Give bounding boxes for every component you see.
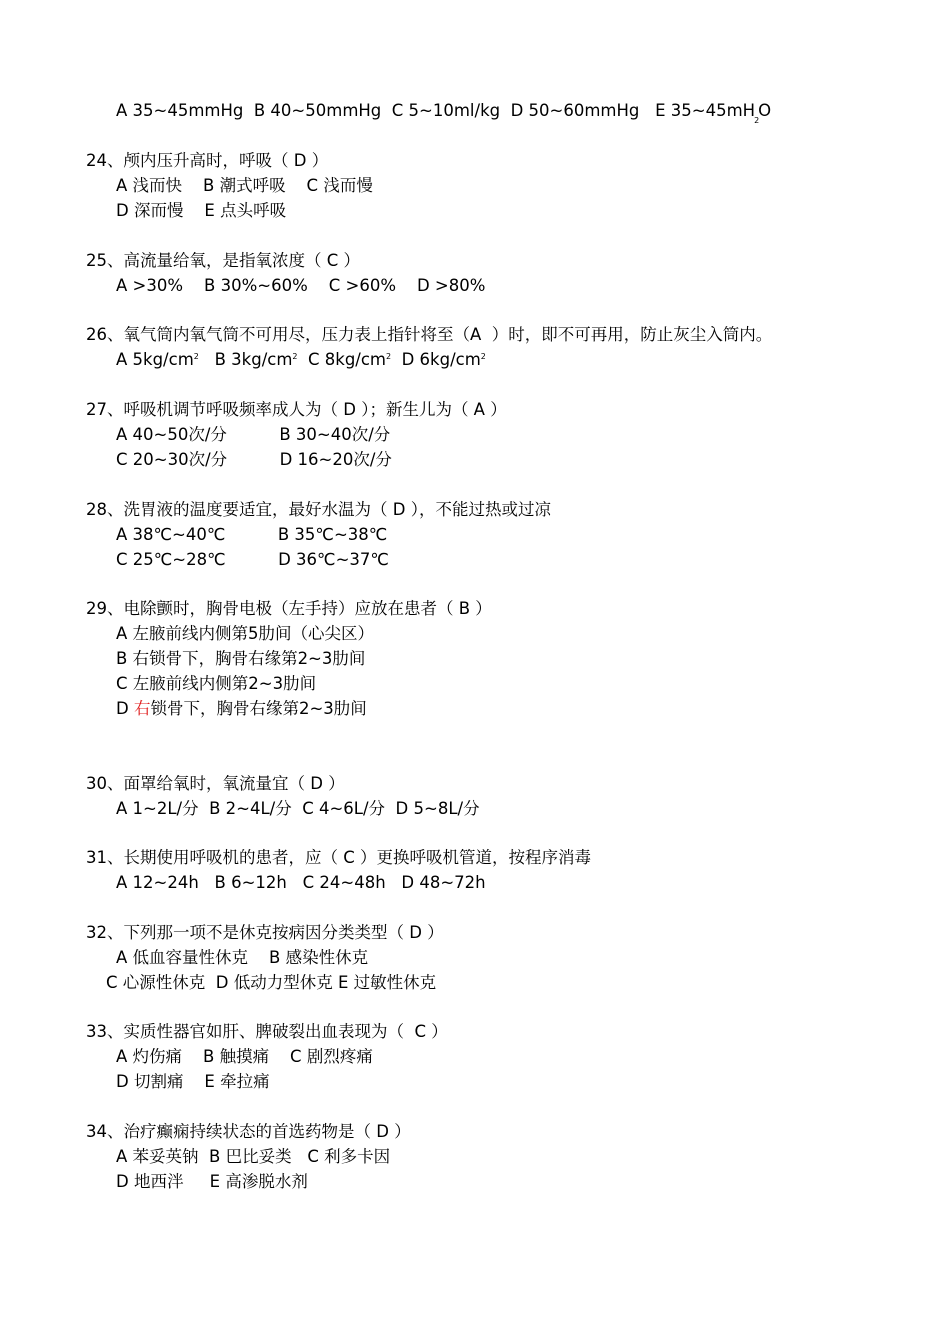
q33-question: 33、实质性器官如肝、脾破裂出血表现为（ C ）: [86, 1022, 448, 1041]
q23-options-tail: O: [758, 101, 772, 120]
q29-options-line3: C 左腋前线内侧第2~3肋间: [116, 674, 317, 693]
q26-option-c-sup: 2: [386, 352, 392, 361]
q26-option-d-sup: 2: [480, 352, 486, 361]
q28-question: 28、洗胃液的温度要适宜，最好水温为（ D ），不能过热或过凉: [86, 500, 551, 519]
q24-options-line2: D 深而慢 E 点头呼吸: [116, 201, 287, 220]
q27-question: 27、呼吸机调节呼吸频率成人为（ D ）；新生儿为（ A ）: [86, 400, 507, 419]
q29-option-d-highlight: 右: [133, 699, 151, 718]
q34-question: 34、治疗癫痫持续状态的首选药物是（ D ）: [86, 1122, 411, 1141]
q26-option-a: A 5kg/cm: [116, 350, 194, 369]
q29-options-line2: B 右锁骨下，胸骨右缘第2~3肋间: [116, 649, 366, 668]
q26-option-d: D 6kg/cm: [401, 350, 481, 369]
q30-options-line1: A 1~2L/分 B 2~4L/分 C 4~6L/分 D 5~8L/分: [116, 799, 480, 818]
q25-options-line1: A >30% B 30%~60% C >60% D >80%: [116, 276, 486, 295]
q28-options-line1: A 38℃~40℃ B 35℃~38℃: [116, 525, 388, 544]
q24-options-line1: A 浅而快 B 潮式呼吸 C 浅而慢: [116, 176, 373, 195]
q24-question: 24、颅内压升高时，呼吸（ D ）: [86, 151, 329, 170]
q28-options-line2: C 25℃~28℃ D 36℃~37℃: [116, 550, 389, 569]
q29-question: 29、电除颤时，胸骨电极（左手持）应放在患者（ B ）: [86, 599, 492, 618]
q32-options-line2: C 心源性休克 D 低动力型休克 E 过敏性休克: [106, 973, 437, 992]
q26-question: 26、氧气筒内氧气筒不可用尽，压力表上指针将至（A ）时，即不可再用，防止灰尘入筒内。: [86, 325, 773, 344]
q29-options-line4: [116, 699, 367, 719]
q26-option-a-sup: 2: [193, 352, 199, 361]
q31-options-line1: A 12~24h B 6~12h C 24~48h D 48~72h: [116, 873, 486, 892]
q23-options: [116, 101, 772, 125]
q32-question: 32、下列那一项不是休克按病因分类类型（ D ）: [86, 923, 444, 942]
q30-question: 30、面罩给氧时，氧流量宜（ D ）: [86, 774, 345, 793]
q25-question: 25、高流量给氧，是指氧浓度（ C ）: [86, 251, 361, 270]
q27-options-line2: C 20~30次/分 D 16~20次/分: [116, 450, 392, 469]
q33-options-line1: A 灼伤痛 B 触摸痛 C 剧烈疼痛: [116, 1047, 373, 1066]
q29-option-d-label: D: [116, 699, 134, 718]
q33-options-line2: D 切割痛 E 牵拉痛: [116, 1072, 270, 1091]
q29-option-d-text: 锁骨下，胸骨右缘第2~3肋间: [150, 699, 367, 718]
q23-subscript: 2: [754, 116, 760, 125]
q26-option-b: B 3kg/cm: [214, 350, 293, 369]
q23-options-text: A 35~45mmHg B 40~50mmHg C 5~10ml/kg D 50~60mmHg E 35~45mH: [116, 101, 756, 120]
q26-option-b-sup: 2: [292, 352, 298, 361]
q34-options-line2: D 地西泮 E 高渗脱水剂: [116, 1172, 308, 1191]
q34-options-line1: A 苯妥英钠 B 巴比妥类 C 利多卡因: [116, 1147, 391, 1166]
q26-option-c: C 8kg/cm: [308, 350, 386, 369]
q31-question: 31、长期使用呼吸机的患者，应（ C ）更换呼吸机管道，按程序消毒: [86, 848, 592, 867]
q27-options-line1: A 40~50次/分 B 30~40次/分: [116, 425, 391, 444]
q32-options-line1: A 低血容量性休克 B 感染性休克: [116, 948, 369, 967]
q26-options: [116, 350, 486, 370]
q29-options-line1: A 左腋前线内侧第5肋间（心尖区）: [116, 624, 375, 643]
